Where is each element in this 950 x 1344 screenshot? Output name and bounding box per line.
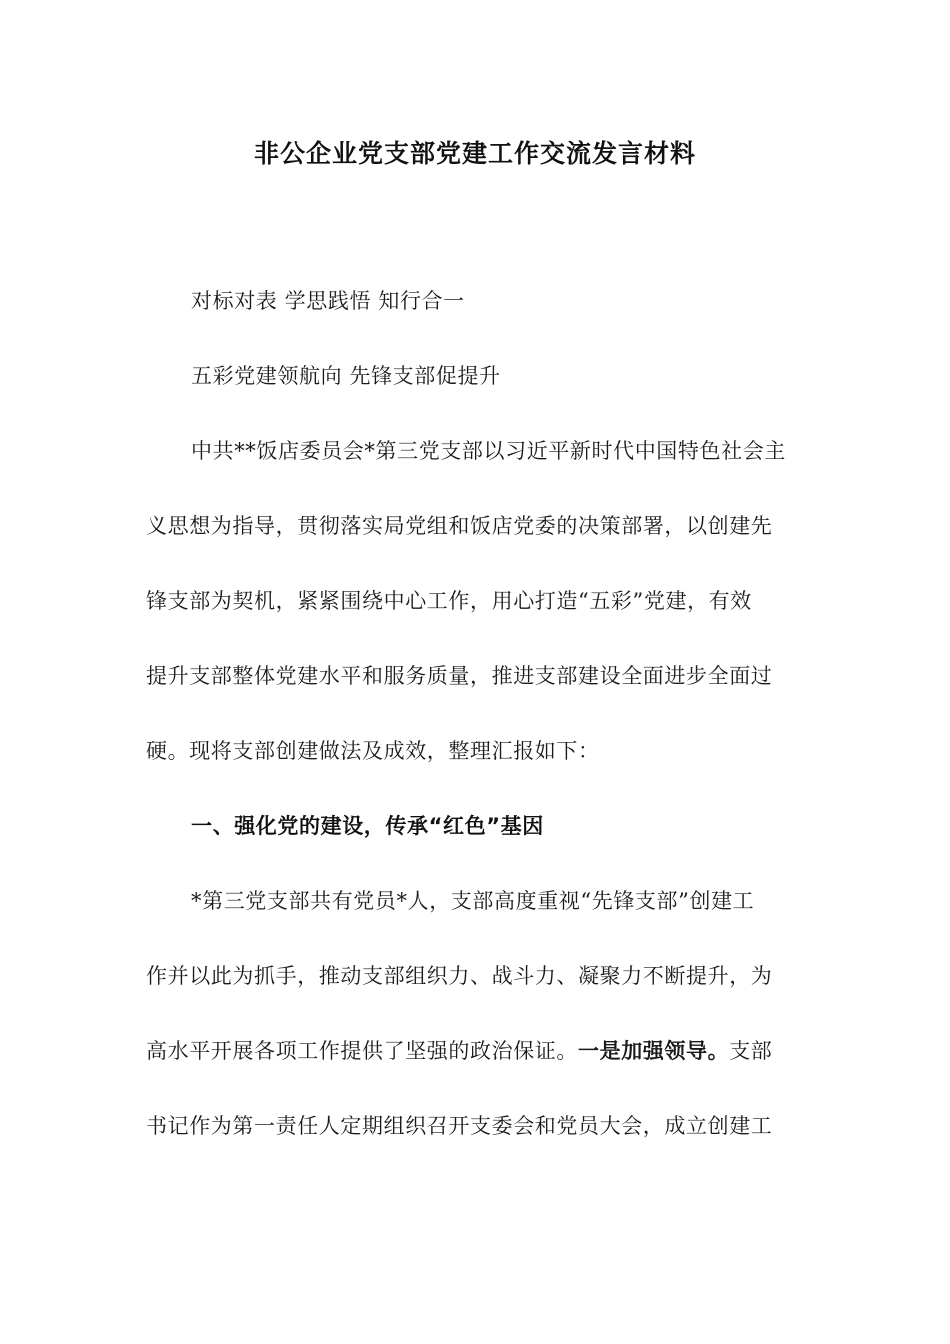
intro-paragraph-line: 锋支部为契机，紧紧围绕中心工作，用心打造“五彩”党建，有效: [146, 589, 752, 613]
emphasis-lead-in: 一是加强领导。: [578, 1039, 730, 1063]
section-1-line-text: 支部: [729, 1039, 773, 1063]
subtitle-line-2: 五彩党建领航向 先锋支部促提升: [191, 364, 501, 388]
intro-paragraph-line: 提升支部整体党建水平和服务质量，推进支部建设全面进步全面过: [146, 664, 773, 688]
section-1-paragraph-line: 作并以此为抓手，推动支部组织力、战斗力、凝聚力不断提升，为: [146, 964, 773, 988]
section-1-line-text: 高水平开展各项工作提供了坚强的政治保证。: [146, 1039, 578, 1063]
document-body: [146, 282, 806, 1145]
section-1-paragraph-line: 书记作为第一责任人定期组织召开支委会和党员大会，成立创建工: [146, 1114, 773, 1138]
section-1-paragraph-line: [146, 1032, 806, 1070]
subtitle-line-1: 对标对表 学思践悟 知行合一: [191, 289, 465, 313]
section-1-heading: 一、强化党的建设，传承“红色”基因: [191, 814, 544, 838]
intro-paragraph-line: 义思想为指导，贯彻落实局党组和饭店党委的决策部署，以创建先: [146, 514, 773, 538]
intro-paragraph-line: 硬。现将支部创建做法及成效，整理汇报如下：: [146, 739, 600, 763]
document-title: 非公企业党支部党建工作交流发言材料: [253, 139, 696, 168]
section-1-paragraph-line: *第三党支部共有党员*人，支部高度重视“先锋支部”创建工: [191, 889, 755, 913]
intro-paragraph-line: 中共**饭店委员会*第三党支部以习近平新时代中国特色社会主: [191, 439, 786, 463]
